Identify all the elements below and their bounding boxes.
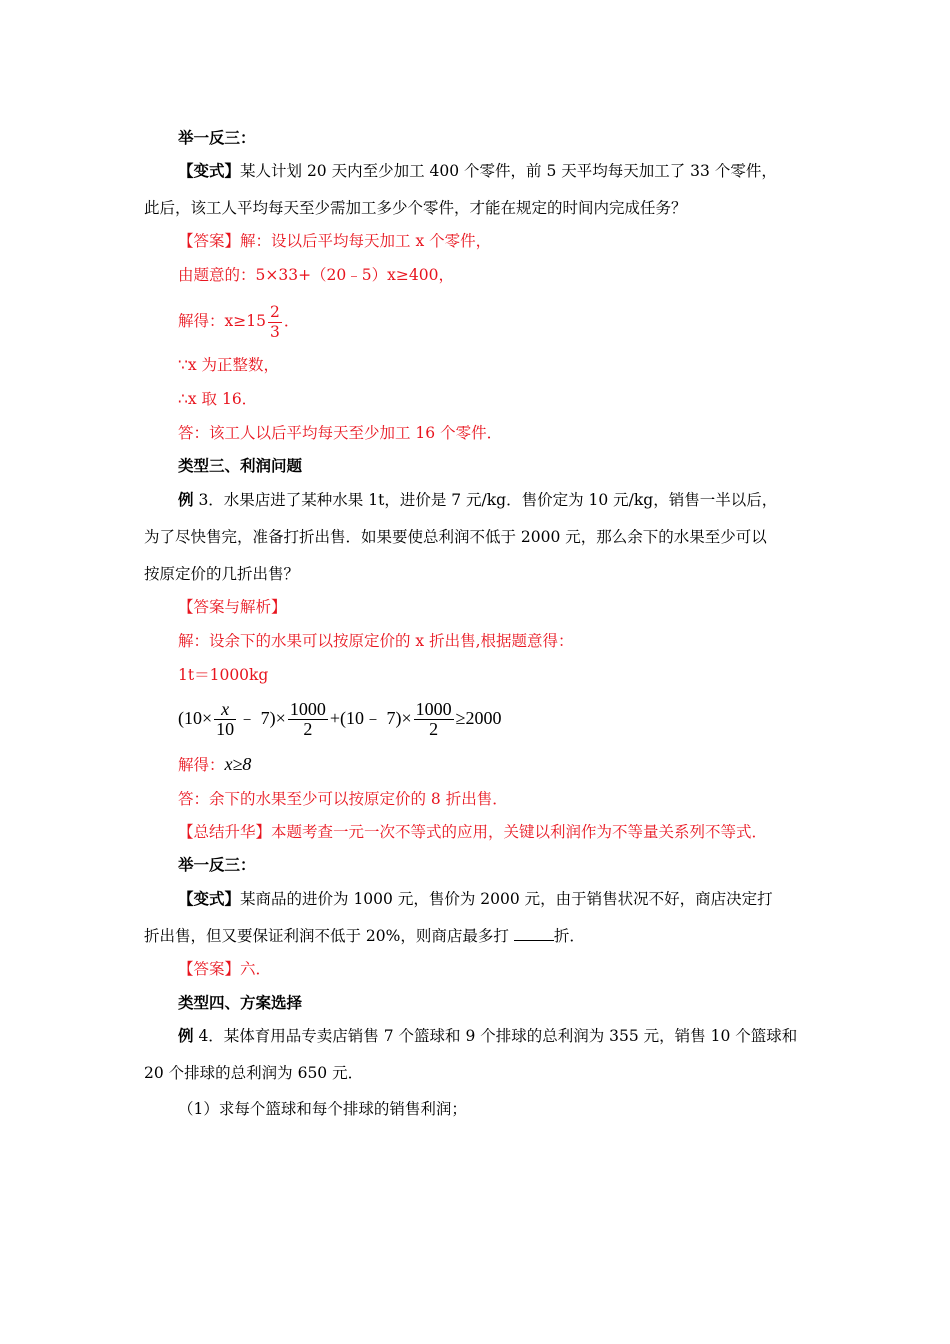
- practice-heading-2: 举一反三：: [178, 855, 256, 874]
- example-4-line-1: [178, 1025, 797, 1047]
- variant-label: 【变式】: [178, 889, 241, 908]
- variant-question-line-1: [178, 160, 777, 182]
- example-label: 例: [178, 490, 194, 509]
- reply-line: 答：该工人以后平均每天至少加工 16 个零件．: [178, 424, 503, 442]
- answer-label: 【答案】: [178, 232, 241, 250]
- formula-fraction-1: [214, 700, 236, 739]
- answer-analysis-label: 【答案与解析】: [178, 598, 287, 616]
- answer-line: [178, 230, 491, 252]
- solution-line-1: 解：设余下的水果可以按原定价的 x 折出售,根据题意得：: [178, 632, 574, 650]
- formula-part-1: (10×: [178, 708, 213, 728]
- example-3-line-3: 按原定价的几折出售？: [144, 565, 300, 583]
- solve-suffix: ．: [283, 312, 300, 330]
- fraction-denominator: 2: [429, 719, 439, 740]
- fraction-numerator: 2: [269, 302, 280, 321]
- example-4-line-2: 20 个排球的总利润为 650 元．: [144, 1064, 364, 1082]
- fraction-numerator: 1000: [289, 699, 326, 720]
- variant-label: 【变式】: [178, 161, 241, 180]
- practice-heading: 举一反三：: [178, 128, 256, 147]
- fraction-numerator: 1000: [415, 699, 452, 720]
- solve-label: 解得：: [178, 756, 225, 774]
- variant-2-text: 某商品的进价为 1000 元，售价为 2000 元，由于销售状况不好，商店决定打: [240, 890, 773, 908]
- example-3-reply: 答：余下的水果至少可以按原定价的 8 折出售．: [178, 790, 508, 808]
- fraction-denominator: 10: [216, 719, 235, 740]
- solve-prefix: 解得：x≥15: [178, 312, 266, 330]
- variant-2-text-a: 折出售，但又要保证利润不低于 20%，则商店最多打: [144, 927, 514, 945]
- fraction-denominator: 2: [303, 719, 313, 740]
- summary-line: 【总结升华】本题考查一元一次不等式的应用，关键以利润作为不等量关系列不等式．: [178, 823, 768, 841]
- inequality-formula: [178, 695, 502, 741]
- variant-question-text: 某人计划 20 天内至少加工 400 个零件，前 5 天平均每天加工了 33 个零件，: [240, 162, 777, 180]
- example-3-line-2: 为了尽快售完，准备打折出售．如果要使总利润不低于 2000 元，那么余下的水果至少可以: [144, 528, 767, 546]
- solve-math: x≥8: [224, 754, 252, 774]
- variant-2-text-b: 折．: [553, 927, 585, 945]
- type-four-heading: 类型四、方案选择: [178, 993, 303, 1012]
- formula-fraction-3: [414, 700, 454, 739]
- formula-fraction-2: [288, 700, 328, 739]
- formula-part-3: +(10﹣ 7)×: [329, 708, 412, 728]
- mixed-fraction: [268, 303, 282, 342]
- variant-2-line-1: [178, 888, 773, 910]
- example-3-text: 3．水果店进了某种水果 1t，进价是 7 元/kg．售价定为 10 元/kg，销售一半以后，: [193, 491, 778, 509]
- variant-2-answer: 【答案】六．: [178, 960, 272, 978]
- formula-part-2: ﹣ 7)×: [238, 708, 286, 728]
- example-label: 例: [178, 1026, 194, 1045]
- answer-text: 解：设以后平均每天加工 x 个零件，: [240, 232, 492, 250]
- formula-part-4: ≥2000: [455, 708, 502, 728]
- variant-question-line-2: 此后，该工人平均每天至少需加工多少个零件，才能在规定的时间内完成任务？: [144, 199, 687, 217]
- example-3-solve-line: [178, 753, 251, 776]
- variant-2-line-2: [144, 925, 585, 947]
- answer-blank: [514, 940, 554, 941]
- example-3-line-1: [178, 489, 777, 511]
- fraction-numerator: x: [214, 700, 236, 720]
- solution-line-2: 1t＝1000kg: [178, 666, 269, 684]
- because-line: ∵x 为正整数，: [178, 356, 280, 374]
- fraction-denominator: 3: [269, 322, 280, 341]
- solve-line: [178, 299, 299, 343]
- type-three-heading: 类型三、利润问题: [178, 456, 303, 475]
- example-4-text: 4．某体育用品专卖店销售 7 个篮球和 9 个排球的总利润为 355 元，销售 10 个篮球和: [193, 1027, 798, 1045]
- equation-line: 由题意的：5×33+（20﹣5）x≥400，: [178, 266, 454, 284]
- example-4-question-1: （1）求每个篮球和每个排球的销售利润；: [178, 1100, 467, 1118]
- therefore-line: ∴x 取 16．: [178, 390, 258, 408]
